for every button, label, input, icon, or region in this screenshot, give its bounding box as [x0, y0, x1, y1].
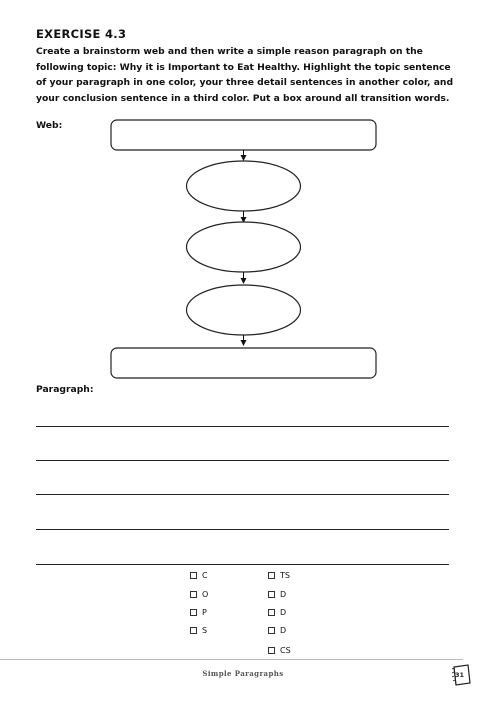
- footer-title: Simple Paragraphs: [202, 669, 284, 678]
- detail-oval-3[interactable]: [187, 285, 301, 335]
- detail-oval-2[interactable]: [187, 222, 301, 272]
- writing-line[interactable]: [36, 426, 449, 427]
- conclusion-box[interactable]: [111, 348, 376, 378]
- writing-line[interactable]: [36, 460, 449, 461]
- checklist-item: [268, 644, 291, 656]
- checklist-label: CS: [280, 645, 291, 655]
- writing-line[interactable]: [36, 564, 449, 565]
- writing-line[interactable]: [36, 529, 449, 530]
- checklist-label: C: [202, 570, 208, 580]
- checkbox[interactable]: [190, 572, 197, 579]
- footer-divider: [0, 659, 463, 660]
- checkbox[interactable]: [190, 591, 197, 598]
- checkbox[interactable]: [268, 627, 275, 634]
- paragraph-label: Paragraph:: [36, 384, 94, 395]
- checklist-item: [190, 606, 207, 618]
- checkbox[interactable]: [190, 609, 197, 616]
- checklist-label: S: [202, 625, 208, 635]
- checkbox[interactable]: [268, 609, 275, 616]
- checklist-label: D: [280, 625, 287, 635]
- topic-box[interactable]: [111, 120, 376, 150]
- checklist-label: P: [202, 607, 207, 617]
- checklist-item: [268, 569, 290, 581]
- checklist-item: [268, 588, 286, 600]
- checkbox[interactable]: [268, 591, 275, 598]
- checklist-item: [268, 624, 286, 636]
- checkbox[interactable]: [190, 627, 197, 634]
- checklist-item: [190, 624, 207, 636]
- checkbox[interactable]: [268, 572, 275, 579]
- checklist-item: [190, 569, 208, 581]
- checklist-item: [190, 588, 208, 600]
- instructions: Create a brainstorm web and then write a simple reason paragraph on the following topic: Why it is Important to Eat Healthy. Highlight the topic sentence of your paragraph in one color, your three detail sentences in another color, and your conclusion sentence in a third color. Put a box around all transition words.: [36, 46, 454, 104]
- checklist-label: D: [280, 589, 287, 599]
- checklist-label: TS: [280, 570, 290, 580]
- web-label: Web:: [36, 120, 63, 131]
- page-number: 31: [455, 671, 465, 679]
- writing-line[interactable]: [36, 494, 449, 495]
- checklist-label: D: [280, 607, 287, 617]
- exercise-title: EXERCISE 4.3: [36, 27, 127, 41]
- checklist-item: [268, 606, 286, 618]
- detail-oval-1[interactable]: [187, 161, 301, 211]
- checkbox[interactable]: [268, 647, 275, 654]
- checklist-label: O: [202, 589, 209, 599]
